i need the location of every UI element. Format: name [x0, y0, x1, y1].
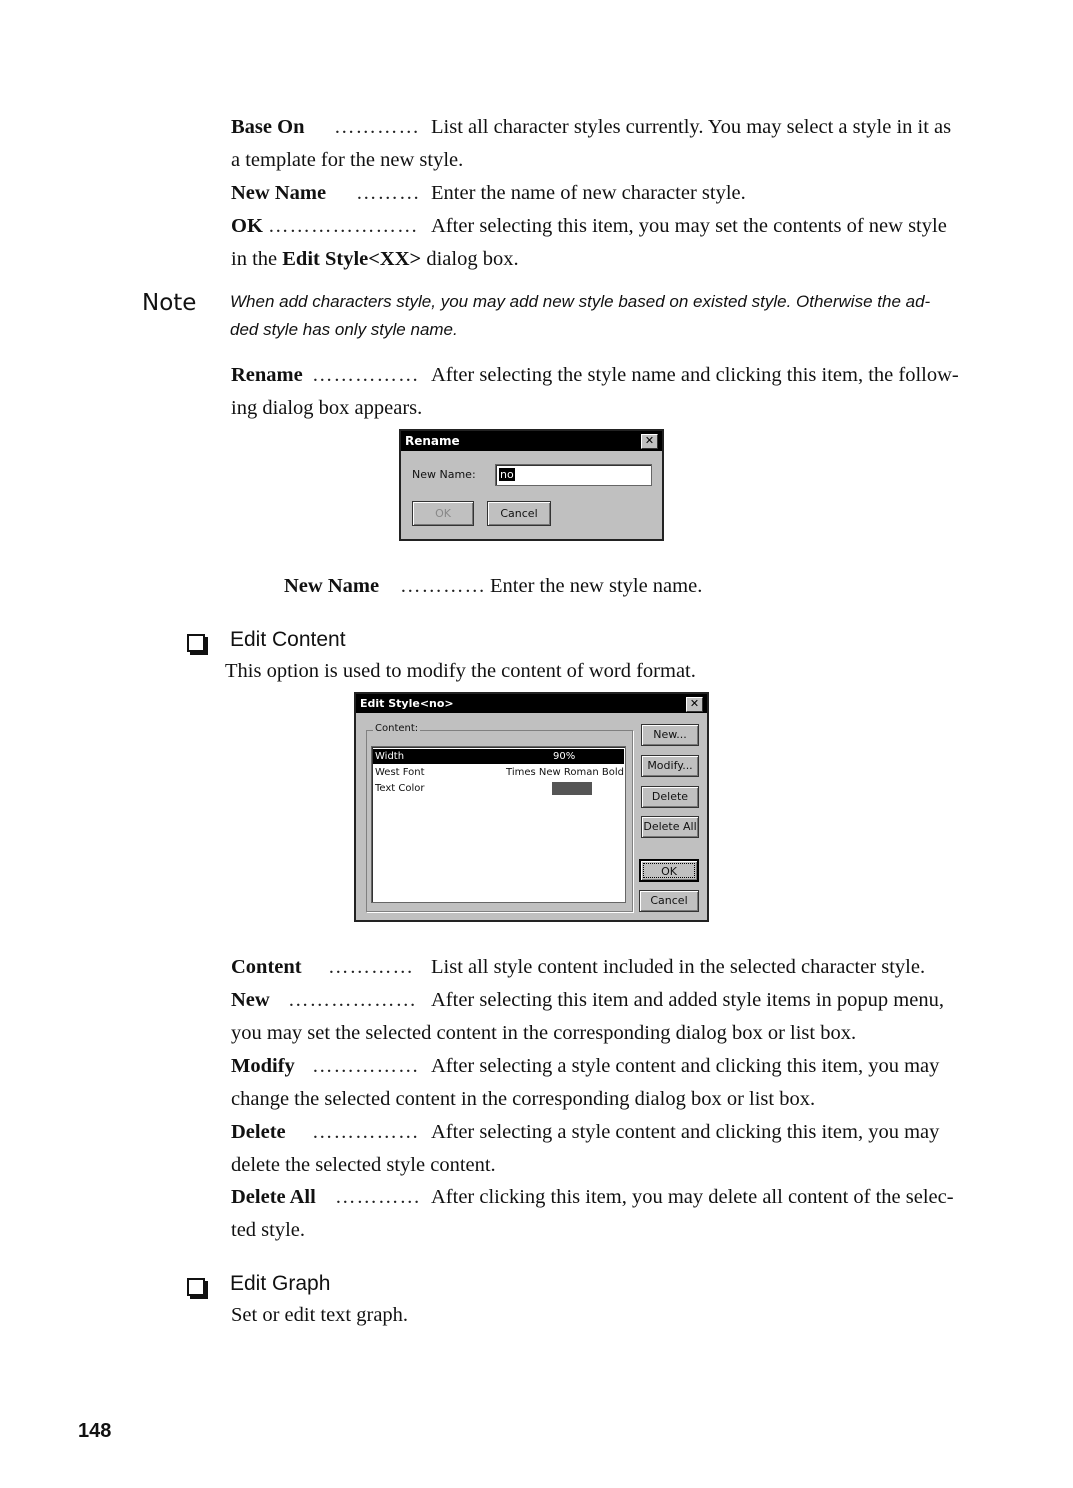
- dots: ……………: [312, 1121, 420, 1143]
- desc-ok: After selecting this item, you may set the contents of new style: [431, 215, 947, 237]
- ok-button[interactable]: OK: [639, 859, 699, 882]
- entry-new: [231, 986, 270, 1014]
- desc-delete-all-cont: ted style.: [231, 1219, 306, 1241]
- ok-button[interactable]: OK: [412, 501, 474, 526]
- modify-button[interactable]: Modify...: [641, 755, 699, 777]
- delete-all-button[interactable]: Delete All: [641, 816, 699, 838]
- edit-style-title: Edit Style<no>: [356, 694, 707, 713]
- desc-edit-graph: Set or edit text graph.: [231, 1304, 409, 1326]
- checkbox-icon: [187, 1278, 205, 1296]
- entry-delete-all: [231, 1183, 316, 1211]
- row-value: Times New Roman Bold: [506, 767, 624, 778]
- term-content: Content: [231, 956, 302, 978]
- dots: ………: [356, 182, 421, 204]
- dots: …………………: [268, 215, 419, 237]
- row-name: Width: [375, 751, 405, 762]
- row-name: Text Color: [375, 783, 425, 794]
- close-icon[interactable]: ✕: [686, 697, 703, 712]
- row-name: West Font: [375, 767, 425, 778]
- dots: …………: [335, 1186, 421, 1208]
- entry-rename: [231, 361, 303, 389]
- desc-base-on: List all character styles currently. You may select a style in it as: [431, 116, 952, 138]
- dots: ……………: [312, 364, 420, 386]
- desc-delete: After selecting a style content and clicking this item, you may: [431, 1121, 940, 1143]
- cancel-button[interactable]: Cancel: [639, 890, 699, 912]
- text: dialog box.: [421, 248, 519, 270]
- desc-modify: After selecting a style content and clicking this item, you may: [431, 1055, 940, 1077]
- list-item-west-font[interactable]: [373, 765, 624, 780]
- note-label: Note: [142, 290, 197, 316]
- entry-new-name: [231, 179, 326, 207]
- desc-base-on-cont: a template for the new style.: [231, 149, 464, 171]
- note-line-2: ded style has only style name.: [230, 320, 458, 339]
- term-new-name-2: New Name: [284, 575, 380, 597]
- text-color-swatch: [552, 782, 592, 795]
- entry-modify: [231, 1052, 295, 1080]
- term-rename: Rename: [231, 364, 303, 386]
- delete-button[interactable]: Delete: [641, 786, 699, 808]
- desc-delete-all: After clicking this item, you may delete all content of the selec-: [431, 1186, 954, 1208]
- new-name-input[interactable]: [495, 464, 652, 486]
- row-value: 90%: [553, 751, 576, 762]
- content-list[interactable]: [371, 746, 626, 903]
- dots: …………: [334, 116, 420, 138]
- edit-style-ref: Edit Style<XX>: [282, 248, 422, 270]
- new-name-label: New Name:: [412, 468, 476, 481]
- dots: ……………: [312, 1055, 420, 1077]
- list-item-text-color[interactable]: [373, 781, 624, 796]
- desc-ok-cont: [231, 245, 519, 273]
- term-delete: Delete: [231, 1121, 286, 1143]
- dots: …………: [328, 956, 414, 978]
- entry-ok: [231, 212, 263, 240]
- desc-new-name: Enter the name of new character style.: [431, 182, 746, 204]
- page-number: 148: [78, 1420, 112, 1442]
- desc-new-name-2: Enter the new style name.: [490, 575, 703, 597]
- list-item-width[interactable]: [373, 749, 624, 764]
- text: in the: [231, 248, 283, 270]
- desc-delete-cont: delete the selected style content.: [231, 1154, 496, 1176]
- rename-dialog: [399, 429, 664, 541]
- dots: …………: [400, 575, 486, 597]
- cancel-button[interactable]: Cancel: [487, 501, 551, 526]
- term-new: New: [231, 989, 270, 1011]
- note-line-1: When add characters style, you may add new style based on existed style. Otherwise the ad-: [230, 292, 931, 311]
- new-button[interactable]: New...: [641, 724, 699, 746]
- term-new-name: New Name: [231, 182, 327, 204]
- term-delete-all: Delete All: [231, 1186, 316, 1208]
- desc-new: After selecting this item and added style items in popup menu,: [431, 989, 944, 1011]
- desc-modify-cont: change the selected content in the corresponding dialog box or list box.: [231, 1088, 816, 1110]
- heading-edit-graph: Edit Graph: [230, 1272, 331, 1295]
- desc-rename: After selecting the style name and clicking this item, the follow-: [431, 364, 959, 386]
- entry-base-on: [231, 113, 304, 141]
- checkbox-icon: [187, 634, 205, 652]
- entry-delete: [231, 1118, 286, 1146]
- desc-content: List all style content included in the selected character style.: [431, 956, 926, 978]
- content-group-label: Content:: [375, 723, 419, 734]
- desc-edit-content: This option is used to modify the content of word format.: [225, 660, 696, 682]
- edit-style-dialog: [354, 692, 709, 922]
- desc-new-cont: you may set the selected content in the corresponding dialog box or list box.: [231, 1022, 857, 1044]
- rename-dialog-title: Rename: [401, 431, 662, 451]
- term-modify: Modify: [231, 1055, 295, 1077]
- term-base-on: Base On: [231, 116, 305, 138]
- dots: ………………: [288, 989, 417, 1011]
- close-icon[interactable]: ✕: [641, 434, 658, 449]
- desc-rename-cont: ing dialog box appears.: [231, 397, 423, 419]
- heading-edit-content: Edit Content: [230, 628, 346, 651]
- term-ok: OK: [231, 215, 263, 237]
- entry-content: [231, 953, 302, 981]
- new-name-value: no: [500, 468, 514, 481]
